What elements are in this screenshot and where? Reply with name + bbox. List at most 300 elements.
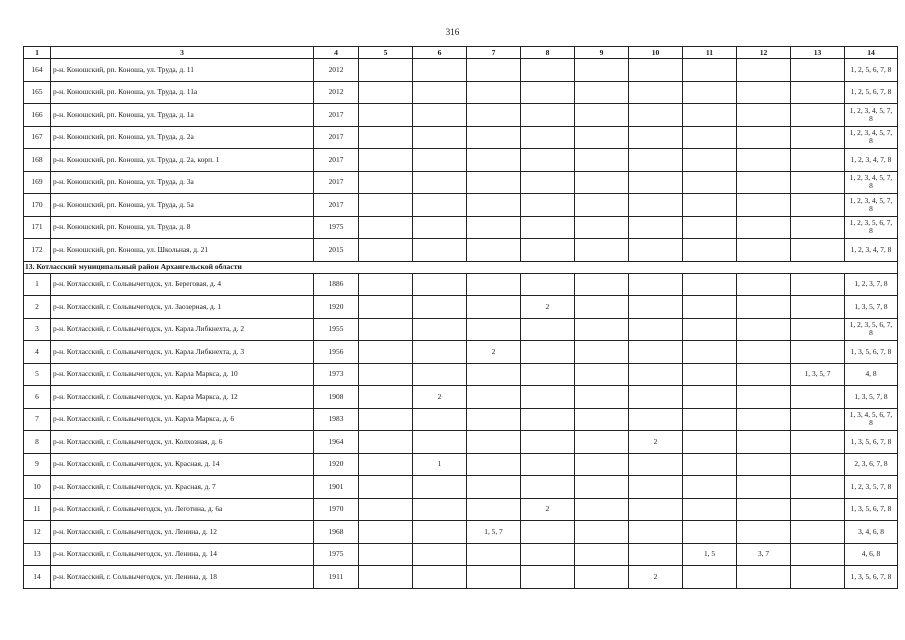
cell-c9 [575,216,629,239]
cell-c11 [683,408,737,431]
cell-c9 [575,521,629,544]
cell-c7 [467,171,521,194]
cell-year: 1968 [314,521,359,544]
table-row [24,431,898,454]
col-header-12: 12 [737,47,791,59]
cell-c13 [791,453,845,476]
cell-c13 [791,386,845,409]
cell-c8 [521,171,575,194]
cell-c7 [467,149,521,172]
cell-c14: 1, 3, 5, 6, 7, 8 [845,498,898,521]
cell-c5 [359,521,413,544]
cell-c10 [629,126,683,149]
cell-year: 2017 [314,171,359,194]
cell-n: 5 [24,363,51,386]
cell-c12 [737,431,791,454]
cell-c7 [467,386,521,409]
cell-c13 [791,149,845,172]
cell-year: 1911 [314,566,359,589]
cell-c10: 2 [629,431,683,454]
cell-addr: р-н. Котласский, г. Сольвычегодск, ул. Красная, д. 14 [51,453,314,476]
cell-year: 2012 [314,81,359,104]
cell-addr: р-н. Коношский, рп. Коноша, ул. Труда, д. 2а [51,126,314,149]
cell-c5 [359,104,413,127]
cell-c7 [467,318,521,341]
cell-c10 [629,341,683,364]
cell-c11 [683,216,737,239]
cell-year: 1983 [314,408,359,431]
cell-c6 [413,498,467,521]
cell-c11 [683,194,737,217]
cell-c5 [359,318,413,341]
cell-c9 [575,476,629,499]
cell-year: 1956 [314,341,359,364]
cell-c5 [359,431,413,454]
cell-c5 [359,216,413,239]
cell-c11 [683,81,737,104]
cell-c12 [737,59,791,82]
section-block [24,261,898,273]
cell-c12 [737,296,791,319]
cell-addr: р-н. Коношский, рп. Коноша, ул. Труда, д. 11 [51,59,314,82]
cell-c8 [521,104,575,127]
col-header-14: 14 [845,47,898,59]
cell-addr: р-н. Котласский, г. Сольвычегодск, ул. Леготина, д. 6а [51,498,314,521]
cell-c11 [683,566,737,589]
cell-c13 [791,318,845,341]
cell-c10 [629,171,683,194]
cell-c14: 1, 3, 4, 5, 6, 7, 8 [845,408,898,431]
cell-addr: р-н. Коношский, рп. Коноша, ул. Труда, д. 8 [51,216,314,239]
cell-c5 [359,194,413,217]
cell-c9 [575,171,629,194]
table-row [24,239,898,262]
cell-c7 [467,194,521,217]
cell-c7 [467,239,521,262]
cell-c11 [683,498,737,521]
cell-c9 [575,81,629,104]
cell-c5 [359,126,413,149]
cell-c8 [521,453,575,476]
cell-c8 [521,216,575,239]
cell-c10 [629,318,683,341]
cell-c13 [791,81,845,104]
cell-n: 165 [24,81,51,104]
cell-c7 [467,81,521,104]
cell-c9 [575,386,629,409]
cell-c11 [683,296,737,319]
cell-addr: р-н. Котласский, г. Сольвычегодск, ул. Ленина, д. 14 [51,543,314,566]
col-header-8: 8 [521,47,575,59]
cell-n: 6 [24,386,51,409]
col-header-6: 6 [413,47,467,59]
cell-year: 1964 [314,431,359,454]
table-row [24,216,898,239]
cell-c13 [791,476,845,499]
col-header-13: 13 [791,47,845,59]
cell-addr: р-н. Коношский, рп. Коноша, ул. Труда, д. 2а, корп. 1 [51,149,314,172]
cell-c9 [575,194,629,217]
cell-c12 [737,239,791,262]
col-header-9: 9 [575,47,629,59]
cell-c10 [629,521,683,544]
cell-c9 [575,239,629,262]
cell-c6 [413,239,467,262]
cell-c8 [521,566,575,589]
cell-c6 [413,476,467,499]
cell-c13 [791,431,845,454]
cell-c9 [575,149,629,172]
cell-c5 [359,239,413,262]
cell-addr: р-н. Котласский, г. Сольвычегодск, ул. Карла Либкнехта, д. 2 [51,318,314,341]
cell-n: 3 [24,318,51,341]
table-row [24,273,898,296]
cell-c7 [467,216,521,239]
cell-c13 [791,296,845,319]
table-row [24,386,898,409]
cell-c14: 1, 2, 3, 7, 8 [845,273,898,296]
cell-c5 [359,296,413,319]
cell-c12: 3, 7 [737,543,791,566]
cell-c11: 1, 5 [683,543,737,566]
cell-c8: 2 [521,296,575,319]
cell-year: 1955 [314,318,359,341]
cell-c9 [575,273,629,296]
cell-c10 [629,149,683,172]
table-row [24,194,898,217]
cell-c10 [629,104,683,127]
cell-year: 1973 [314,363,359,386]
cell-c6 [413,216,467,239]
table-row [24,521,898,544]
cell-c14: 1, 2, 3, 5, 6, 7, 8 [845,318,898,341]
column-number-row [24,47,898,59]
cell-c12 [737,216,791,239]
cell-addr: р-н. Котласский, г. Сольвычегодск, ул. Ленина, д. 12 [51,521,314,544]
cell-c14: 1, 2, 3, 4, 7, 8 [845,149,898,172]
cell-c10 [629,59,683,82]
cell-c13 [791,216,845,239]
cell-year: 1908 [314,386,359,409]
cell-c13 [791,521,845,544]
cell-c9 [575,318,629,341]
cell-c6 [413,521,467,544]
cell-year: 2012 [314,59,359,82]
cell-c7 [467,104,521,127]
cell-c6 [413,318,467,341]
cell-n: 172 [24,239,51,262]
cell-c13 [791,566,845,589]
cell-c10 [629,498,683,521]
cell-c11 [683,431,737,454]
cell-c11 [683,149,737,172]
table-row [24,171,898,194]
cell-c9 [575,453,629,476]
cell-c6 [413,431,467,454]
cell-addr: р-н. Котласский, г. Сольвычегодск, ул. Береговая, д. 4 [51,273,314,296]
cell-year: 1886 [314,273,359,296]
cell-c6 [413,543,467,566]
cell-c8: 2 [521,498,575,521]
cell-c7 [467,476,521,499]
table-row [24,453,898,476]
cell-c6 [413,59,467,82]
col-header-7: 7 [467,47,521,59]
cell-c7 [467,126,521,149]
cell-c8 [521,318,575,341]
cell-c12 [737,386,791,409]
cell-c11 [683,386,737,409]
cell-year: 1975 [314,543,359,566]
cell-c13 [791,194,845,217]
cell-c10 [629,453,683,476]
cell-c14: 1, 3, 5, 6, 7, 8 [845,566,898,589]
cell-c14: 1, 2, 3, 5, 7, 8 [845,476,898,499]
cell-c14: 1, 3, 5, 7, 8 [845,296,898,319]
cell-c6 [413,273,467,296]
cell-c14: 1, 3, 5, 6, 7, 8 [845,431,898,454]
cell-c8 [521,386,575,409]
table-row [24,408,898,431]
cell-n: 12 [24,521,51,544]
cell-c11 [683,521,737,544]
table-row [24,149,898,172]
cell-c7 [467,408,521,431]
cell-c14: 1, 2, 3, 4, 5, 7, 8 [845,104,898,127]
cell-c10: 2 [629,566,683,589]
cell-c11 [683,453,737,476]
cell-c5 [359,543,413,566]
cell-n: 4 [24,341,51,364]
col-header-4: 4 [314,47,359,59]
cell-c5 [359,386,413,409]
cell-c9 [575,59,629,82]
cell-c14: 2, 3, 6, 7, 8 [845,453,898,476]
cell-c6: 2 [413,386,467,409]
cell-c6: 1 [413,453,467,476]
cell-c7: 2 [467,341,521,364]
cell-c14: 4, 6, 8 [845,543,898,566]
cell-n: 9 [24,453,51,476]
cell-c8 [521,81,575,104]
register-table [23,46,898,589]
cell-year: 2017 [314,104,359,127]
cell-year: 1970 [314,498,359,521]
cell-n: 166 [24,104,51,127]
cell-c8 [521,126,575,149]
section-title: 13. Котласский муниципальный район Архангельской области [24,261,898,273]
cell-c10 [629,81,683,104]
cell-c14: 1, 2, 5, 6, 7, 8 [845,59,898,82]
cell-c8 [521,363,575,386]
table-row [24,543,898,566]
cell-addr: р-н. Котласский, г. Сольвычегодск, ул. Карла Либкнехта, д. 3 [51,341,314,364]
cell-n: 8 [24,431,51,454]
cell-n: 11 [24,498,51,521]
cell-c12 [737,81,791,104]
cell-addr: р-н. Коношский, рп. Коноша, ул. Труда, д. 11а [51,81,314,104]
cell-c12 [737,341,791,364]
col-header-3: 3 [51,47,314,59]
cell-c9 [575,543,629,566]
cell-n: 167 [24,126,51,149]
cell-c11 [683,318,737,341]
cell-c5 [359,408,413,431]
cell-c11 [683,171,737,194]
cell-c7 [467,363,521,386]
cell-c12 [737,273,791,296]
col-header-11: 11 [683,47,737,59]
cell-year: 2017 [314,149,359,172]
cell-c12 [737,566,791,589]
cell-c7 [467,498,521,521]
cell-c7 [467,273,521,296]
cell-c13 [791,341,845,364]
cell-c11 [683,476,737,499]
cell-c8 [521,149,575,172]
cell-c10 [629,363,683,386]
cell-c11 [683,104,737,127]
cell-c6 [413,194,467,217]
cell-addr: р-н. Котласский, г. Сольвычегодск, ул. Колхозная, д. 6 [51,431,314,454]
cell-n: 2 [24,296,51,319]
cell-c9 [575,363,629,386]
cell-c6 [413,126,467,149]
cell-c13 [791,126,845,149]
cell-c13 [791,59,845,82]
table-row [24,104,898,127]
cell-c13 [791,273,845,296]
cell-c14: 4, 8 [845,363,898,386]
cell-c8 [521,341,575,364]
cell-addr: р-н. Котласский, г. Сольвычегодск, ул. Заозерная, д. 1 [51,296,314,319]
cell-c9 [575,431,629,454]
section-heading-row [24,261,898,273]
cell-c9 [575,498,629,521]
cell-n: 1 [24,273,51,296]
cell-n: 171 [24,216,51,239]
cell-c12 [737,318,791,341]
cell-c9 [575,408,629,431]
table-row [24,59,898,82]
cell-c8 [521,521,575,544]
cell-year: 2017 [314,194,359,217]
cell-c14: 1, 2, 3, 4, 5, 7, 8 [845,126,898,149]
cell-addr: р-н. Котласский, г. Сольвычегодск, ул. Карла Маркса, д. 10 [51,363,314,386]
cell-c11 [683,341,737,364]
table-row [24,126,898,149]
col-header-10: 10 [629,47,683,59]
cell-c12 [737,476,791,499]
cell-addr: р-н. Котласский, г. Сольвычегодск, ул. Красная, д. 7 [51,476,314,499]
cell-c10 [629,216,683,239]
cell-c10 [629,296,683,319]
cell-c11 [683,363,737,386]
cell-c5 [359,453,413,476]
cell-year: 1975 [314,216,359,239]
cell-addr: р-н. Котласский, г. Сольвычегодск, ул. Ленина, д. 18 [51,566,314,589]
cell-c5 [359,476,413,499]
cell-year: 2017 [314,126,359,149]
cell-c13 [791,498,845,521]
cell-c7 [467,431,521,454]
cell-c6 [413,149,467,172]
cell-c6 [413,341,467,364]
cell-c14: 1, 2, 3, 4, 5, 7, 8 [845,171,898,194]
cell-c8 [521,194,575,217]
cell-c12 [737,363,791,386]
cell-addr: р-н. Котласский, г. Сольвычегодск, ул. Карла Маркса, д. 6 [51,408,314,431]
cell-c6 [413,566,467,589]
cell-c6 [413,171,467,194]
cell-c10 [629,273,683,296]
cell-c5 [359,498,413,521]
cell-c11 [683,239,737,262]
cell-c12 [737,453,791,476]
cell-c5 [359,363,413,386]
cell-c10 [629,386,683,409]
cell-c10 [629,543,683,566]
table-row [24,318,898,341]
page-number: 316 [445,27,460,37]
rows-bottom [24,273,898,588]
cell-n: 14 [24,566,51,589]
cell-n: 7 [24,408,51,431]
cell-c9 [575,566,629,589]
cell-n: 170 [24,194,51,217]
cell-addr: р-н. Коношский, рп. Коноша, ул. Школьная, д. 21 [51,239,314,262]
cell-c14: 1, 2, 3, 5, 6, 7, 8 [845,216,898,239]
cell-c9 [575,296,629,319]
cell-n: 10 [24,476,51,499]
cell-c10 [629,194,683,217]
table-row [24,296,898,319]
cell-c13 [791,408,845,431]
cell-year: 2015 [314,239,359,262]
cell-c8 [521,59,575,82]
cell-c7 [467,59,521,82]
cell-addr: р-н. Котласский, г. Сольвычегодск, ул. Карла Маркса, д. 12 [51,386,314,409]
cell-c5 [359,149,413,172]
cell-c7 [467,543,521,566]
table-row [24,476,898,499]
cell-c12 [737,171,791,194]
cell-c5 [359,341,413,364]
cell-c13: 1, 3, 5, 7 [791,363,845,386]
cell-c5 [359,81,413,104]
cell-c14: 3, 4, 6, 8 [845,521,898,544]
cell-c6 [413,408,467,431]
cell-addr: р-н. Коношский, рп. Коноша, ул. Труда, д. 1а [51,104,314,127]
cell-c12 [737,126,791,149]
cell-c14: 1, 2, 3, 4, 7, 8 [845,239,898,262]
table-row [24,363,898,386]
cell-c10 [629,476,683,499]
cell-c14: 1, 3, 5, 6, 7, 8 [845,341,898,364]
cell-c12 [737,408,791,431]
cell-c9 [575,104,629,127]
cell-c14: 1, 3, 5, 7, 8 [845,386,898,409]
cell-c5 [359,273,413,296]
cell-c13 [791,171,845,194]
cell-c6 [413,81,467,104]
cell-c5 [359,171,413,194]
cell-c8 [521,273,575,296]
table-row [24,341,898,364]
cell-c7: 1, 5, 7 [467,521,521,544]
cell-n: 169 [24,171,51,194]
table-row [24,498,898,521]
